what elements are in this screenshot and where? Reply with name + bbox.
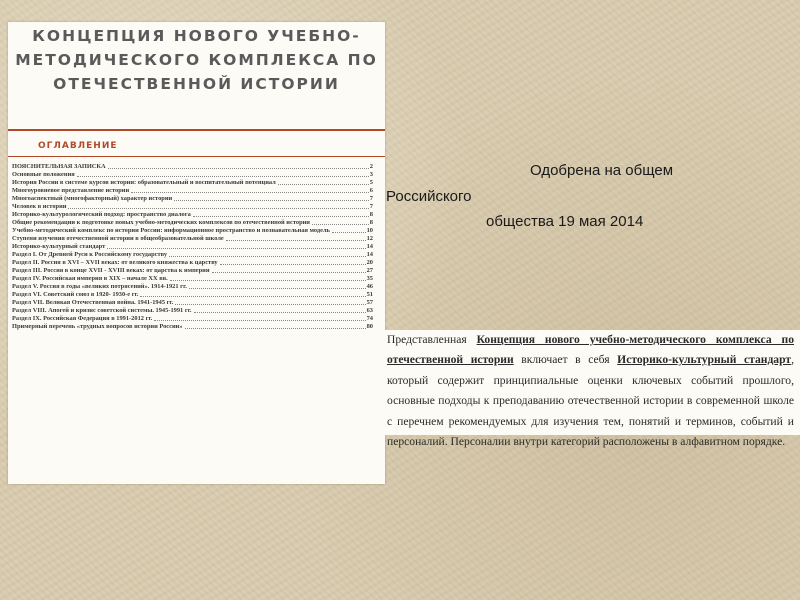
toc-leader xyxy=(68,208,368,209)
toc-entry-page: 14 xyxy=(366,243,373,250)
toc-divider xyxy=(8,156,385,157)
title-divider xyxy=(8,129,385,131)
document-title xyxy=(8,24,385,96)
toc-entry-page: 7 xyxy=(369,203,373,210)
toc-leader xyxy=(185,328,366,329)
toc-entry xyxy=(12,227,373,235)
title-line: ОТЕЧЕСТВЕННОЙ ИСТОРИИ xyxy=(53,75,340,93)
approval-line-2: Российского xyxy=(386,188,472,205)
toc-entry xyxy=(12,235,373,243)
toc-entry-title: Раздел IV. Российская империя в XIX – начале XX вв. xyxy=(12,275,168,282)
toc-entry-title: История России в системе курсов истории: образовательный и воспитательный потенциал xyxy=(12,179,276,186)
toc-leader xyxy=(189,288,366,289)
toc-leader xyxy=(108,168,369,169)
toc-leader xyxy=(220,264,366,265)
approval-line-3: общества 19 мая 2014 xyxy=(486,213,644,230)
toc-entry xyxy=(12,259,373,267)
toc-entry-page: 57 xyxy=(366,299,373,306)
toc-entry-page: 51 xyxy=(366,291,373,298)
toc-entry-title: Раздел VIII. Апогей и кризис советской системы. 1945-1991 гг. xyxy=(12,307,192,314)
toc-entry xyxy=(12,275,373,283)
toc-entry xyxy=(12,291,373,299)
table-of-contents xyxy=(12,163,373,331)
toc-entry xyxy=(12,163,373,171)
toc-leader xyxy=(194,312,366,313)
toc-leader xyxy=(131,192,369,193)
excerpt-text: , который содержит принципиальные оценки ключевых событий прошлого, основные подходы к преподаванию отечественной истории в современной школе с перечнем рекомендуемых для изучения тем, понятий и терминов, событий и персоналий. Персоналии внутри категорий расположены в алфавитном порядке. xyxy=(387,353,795,449)
toc-leader xyxy=(174,200,369,201)
toc-entry xyxy=(12,267,373,275)
toc-entry-title: Раздел II. Россия в XVI – XVII веках: от великого княжества к царству xyxy=(12,259,218,266)
toc-leader xyxy=(154,320,365,321)
toc-entry-title: Человек в истории xyxy=(12,203,67,210)
toc-entry-title: Раздел III. Россия в конце XVII - XVIII веках: от царства к империи xyxy=(12,267,210,274)
toc-entry-title: Многоаспектный (многофакторный) характер истории xyxy=(12,195,173,202)
toc-entry-page: 6 xyxy=(369,187,373,194)
toc-entry xyxy=(12,323,373,331)
toc-entry xyxy=(12,307,373,315)
toc-heading: ОГЛАВЛЕНИЕ xyxy=(38,141,118,151)
toc-entry-title: Учебно-методический комплекс по истории России: информационное пространство и познавательная модель xyxy=(12,227,330,234)
toc-entry-page: 14 xyxy=(366,251,373,258)
toc-entry-page: 2 xyxy=(369,163,373,170)
toc-entry-page: 8 xyxy=(369,211,373,218)
excerpt-bold: Концепция нового учебно-методического комплекса по отечественной истории xyxy=(387,333,794,367)
excerpt-text: включает в себя xyxy=(513,353,618,367)
toc-entry-page: 12 xyxy=(366,235,373,242)
toc-entry xyxy=(12,243,373,251)
toc-entry-page: 3 xyxy=(369,171,373,178)
toc-entry xyxy=(12,299,373,307)
toc-leader xyxy=(312,224,369,225)
toc-entry-title: Историко-культурологический подход: пространство диалога xyxy=(12,211,191,218)
toc-entry-title: Раздел I. От Древней Руси к Российскому государству xyxy=(12,251,168,258)
toc-entry-page: 7 xyxy=(369,195,373,202)
toc-entry-title: Общие рекомендации к подготовке новых учебно-методических комплексов по отечественной истории xyxy=(12,219,310,226)
toc-entry-title: Историко-культурный стандарт xyxy=(12,243,106,250)
excerpt-bold: Историко-культурный стандарт xyxy=(617,353,792,367)
toc-entry-title: Раздел VI. Советский союз в 1920- 1930-е гг. xyxy=(12,291,139,298)
toc-entry xyxy=(12,195,373,203)
approval-line-1: Одобрена на общем xyxy=(530,162,674,179)
toc-entry-title: Примерный перечень «трудных вопросов истории России» xyxy=(12,323,183,330)
toc-entry xyxy=(12,211,373,219)
document-page xyxy=(8,22,385,484)
toc-entry-page: 35 xyxy=(366,275,373,282)
toc-leader xyxy=(107,248,365,249)
title-line: МЕТОДИЧЕСКОГО КОМПЛЕКСА ПО xyxy=(15,51,378,69)
toc-leader xyxy=(278,184,369,185)
toc-entry-title: Основные положения xyxy=(12,171,75,178)
toc-leader xyxy=(226,240,366,241)
toc-entry-page: 20 xyxy=(366,259,373,266)
toc-leader xyxy=(140,296,365,297)
toc-entry-page: 5 xyxy=(369,179,373,186)
toc-entry xyxy=(12,179,373,187)
toc-entry-page: 10 xyxy=(366,227,373,234)
toc-entry xyxy=(12,171,373,179)
toc-entry-title: Многоуровневое представление истории xyxy=(12,187,130,194)
toc-leader xyxy=(332,232,366,233)
toc-entry xyxy=(12,283,373,291)
concept-excerpt xyxy=(383,330,800,449)
toc-entry-page: 27 xyxy=(366,267,373,274)
toc-entry-page: 74 xyxy=(366,315,373,322)
toc-entry-title: Ступени изучения отечественной истории в общеобразовательной школе xyxy=(12,235,224,242)
excerpt-text: Представленная xyxy=(387,333,477,346)
toc-entry-title: ПОЯСНИТЕЛЬНАЯ ЗАПИСКА xyxy=(12,163,106,170)
toc-leader xyxy=(170,280,366,281)
toc-entry-page: 46 xyxy=(366,283,373,290)
toc-entry-title: Раздел IX. Российская Федерация в 1991-2012 гг. xyxy=(12,315,153,322)
toc-leader xyxy=(169,256,366,257)
toc-entry-page: 80 xyxy=(366,323,373,330)
toc-entry-title: Раздел V. Россия в годы «великих потрясений». 1914-1921 гг. xyxy=(12,283,187,290)
title-line: КОНЦЕПЦИЯ НОВОГО УЧЕБНО- xyxy=(32,27,361,45)
toc-entry xyxy=(12,219,373,227)
toc-entry xyxy=(12,187,373,195)
toc-entry xyxy=(12,203,373,211)
toc-leader xyxy=(212,272,366,273)
toc-leader xyxy=(193,216,369,217)
toc-leader xyxy=(175,304,365,305)
toc-entry-page: 8 xyxy=(369,219,373,226)
toc-leader xyxy=(77,176,369,177)
toc-entry-title: Раздел VII. Великая Отечественная война. 1941-1945 гг. xyxy=(12,299,174,306)
toc-entry xyxy=(12,251,373,259)
toc-entry-page: 63 xyxy=(366,307,373,314)
toc-entry xyxy=(12,315,373,323)
